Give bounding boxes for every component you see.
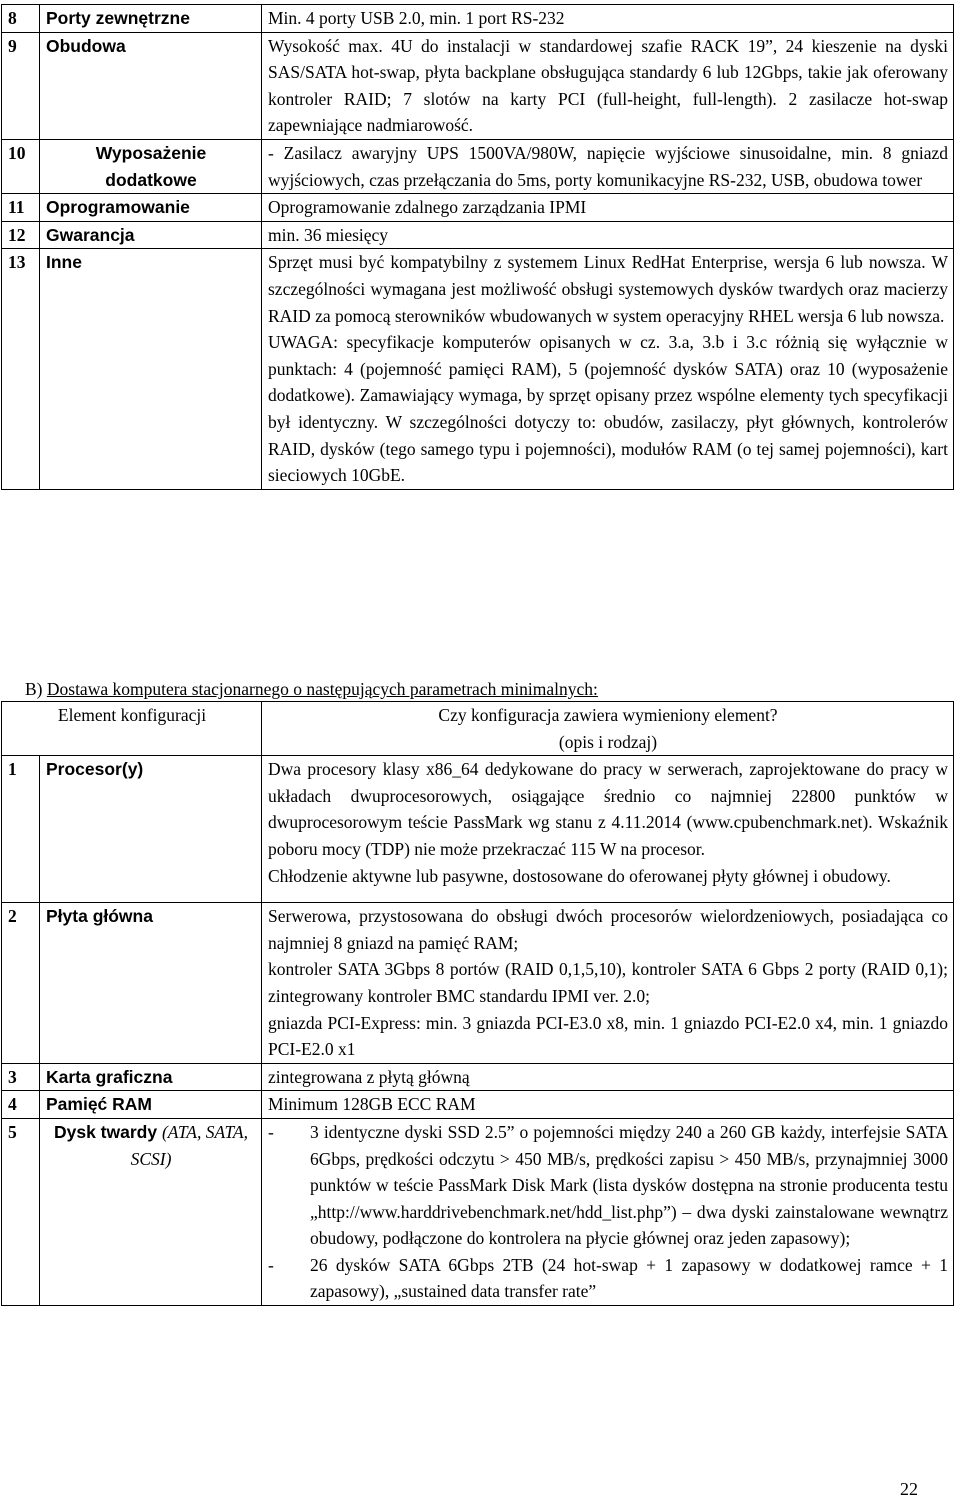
spec-table-desktop [1,701,954,1306]
description-text: gniazda PCI-Express: min. 3 gniazda PCI-E3.0 x8, min. 1 gniazdo PCI-E2.0 x4, min. 1 gniazdo PCI-E2.0 x1 [268,1012,948,1060]
table-header-row [2,702,954,756]
row-label-line: dodatkowe [105,169,197,190]
row-number: 12 [2,221,40,249]
table-row [2,1118,954,1305]
description-text: Sprzęt musi być kompatybilny z systemem Linux RedHat Enterprise, wersja 6 lub nowsza. W szczególności wymagana jest możliwość obsługi systemowych dysków twardych oraz macierzy RAID za pomocą sterowników wbudowanych w system operacyjny RHEL wersja 6 lub nowsza. [268,252,948,326]
row-label-main: Dysk twardy [53,1121,158,1142]
header-description [262,702,954,756]
row-number: 9 [2,32,40,139]
description-text: Minimum 128GB ECC RAM [268,1094,476,1115]
row-label: Procesor(y) [40,756,262,903]
row-number: 5 [2,1118,40,1305]
list-item [268,1252,948,1305]
row-description [262,1063,954,1091]
row-label: Obudowa [40,32,262,139]
row-description [262,756,954,903]
row-label: Płyta główna [40,903,262,1064]
table-row [2,756,954,903]
header-description-line: (opis i rodzaj) [558,731,658,752]
row-label [40,1118,262,1305]
description-text: min. 36 miesięcy [268,224,389,245]
list-item-text: 26 dysków SATA 6Gbps 2TB (24 hot-swap + 1 zapasowy w dodatkowej ramce + 1 zapasowy), „sustained data transfer rate” [310,1254,948,1302]
table-row [2,5,954,33]
row-label: Pamięć RAM [40,1091,262,1119]
row-number: 3 [2,1063,40,1091]
row-description [262,221,954,249]
description-note: UWAGA: specyfikacje komputerów opisanych w cz. 3.a, 3.b i 3.c różnią się wyłącznie w punktach: 4 (pojemność pamięci RAM), 5 (pojemność dysków SATA) oraz 10 (wyposażenie dodatkowe). Zamawiający wymaga, by sprzęt opisany przez wspólne elementy tych specyfikacji był identyczny. W szczególności dotyczy to: obudów, zasilaczy, płyt głównych, kontrolerów RAID, dysków (tego samego typu i pojemności), modułów RAM (o tej samej pojemności), kart sieciowych 10GbE. [268,332,948,486]
row-label: Oprogramowanie [40,194,262,222]
spec-table-continued [1,4,954,490]
row-description [262,903,954,1064]
row-description [262,32,954,139]
row-description [262,1118,954,1305]
row-description [262,249,954,489]
row-label: Inne [40,249,262,489]
row-number: 10 [2,139,40,193]
row-label-line: Wyposażenie [95,142,207,163]
list-dash: - [268,1121,274,1142]
page-number: 22 [900,1479,918,1499]
list-item-text: 3 identyczne dyski SSD 2.5” o pojemności między 240 a 260 GB każdy, interfejsie SATA 6Gbps, prędkości odczytu > 450 MB/s, prędkości zapisu > 450 MB/s, przynajmniej 3000 punktów w teście PassMark Disk Mark (lista dysków dostępna na stronie producenta testu „http://www.harddrivebenchmark.net/hdd_list.php”) – dwa dyski zainstalowane wewnątrz obudowy, podłączone do kontrolera na płycie głównej oraz jeden zapasowy); [310,1121,948,1249]
row-number: 13 [2,249,40,489]
row-label: Karta graficzna [40,1063,262,1091]
row-label [40,139,262,193]
description-text: - Zasilacz awaryjny UPS 1500VA/980W, napięcie wyjściowe sinusoidalne, min. 8 gniazd wyjściowych, czas przełączania do 5ms, porty komunikacyjne RS-232, USB, obudowa tower [268,142,948,190]
description-text: Wysokość max. 4U do instalacji w standardowej szafie RACK 19”, 24 kieszenie na dyski SAS/SATA hot-swap, płyta backplane obsługująca standardy 6 lub 12Gbps, takie jak oferowany kontroler RAID; 7 slotów na karty PCI (full-height, full-length). 2 zasilacze hot-swap zapewniające nadmiarowość. [268,35,948,136]
row-label: Porty zewnętrzne [40,5,262,33]
section-b-prefix: B) [25,679,43,699]
table-row [2,903,954,1064]
description-text: zintegrowana z płytą główną [268,1066,470,1087]
section-b-heading: Dostawa komputera stacjonarnego o następujących parametrach minimalnych: [46,679,598,699]
list-item [268,1119,948,1252]
section-b-title [25,676,598,703]
row-label: Gwarancja [40,221,262,249]
table-row [2,194,954,222]
table-row [2,221,954,249]
row-label-italic: (ATA, SATA, SCSI) [130,1121,248,1169]
row-description [262,5,954,33]
description-text: Dwa procesory klasy x86_64 dedykowane do pracy w serwerach, zaprojektowane do pracy w układach dwuprocesorowych, osiągające średnio co najmniej 22800 punktów w dwuprocesorowym teście PassMark wg stanu z 4.11.2014 (www.cpubenchmark.net). Wskaźnik poboru mocy (TDP) nie może przekraczać 115 W na procesor. [268,759,948,859]
header-element: Element konfiguracji [2,702,262,756]
row-description [262,139,954,193]
description-text: kontroler SATA 3Gbps 8 portów (RAID 0,1,5,10), kontroler SATA 6 Gbps 2 porty (RAID 0,1); zintegrowany kontroler BMC standardu IPMI ver. 2.0; [268,959,948,1006]
row-description [262,194,954,222]
list-dash: - [268,1254,274,1275]
description-text: Serwerowa, przystosowana do obsługi dwóch procesorów wielordzeniowych, posiadająca co najmniej 8 gniazd na pamięć RAM; [268,906,948,953]
table-row [2,32,954,139]
row-number: 8 [2,5,40,33]
row-number: 11 [2,194,40,222]
table-row [2,1063,954,1091]
header-description-line: Czy konfiguracja zawiera wymieniony element? [438,705,778,725]
table-row [2,1091,954,1119]
table-row [2,249,954,489]
row-number: 2 [2,903,40,1064]
row-number: 4 [2,1091,40,1119]
table-row [2,139,954,193]
description-text: Min. 4 porty USB 2.0, min. 1 port RS-232 [268,8,565,28]
row-description [262,1091,954,1119]
description-text: Chłodzenie aktywne lub pasywne, dostosowane do oferowanej płyty głównej i obudowy. [268,865,891,886]
description-text: Oprogramowanie zdalnego zarządzania IPMI [268,197,587,218]
row-number: 1 [2,756,40,903]
